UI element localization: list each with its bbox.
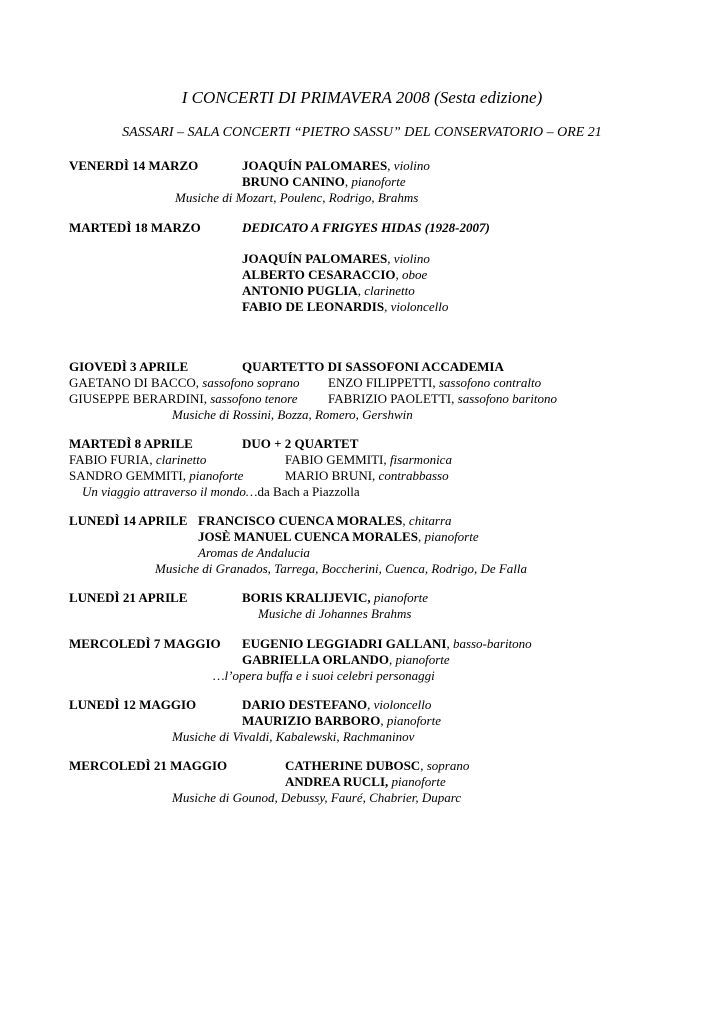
event-program: Musiche di Gounod, Debussy, Fauré, Chabrier, Duparc [172,790,462,805]
performer: ENZO FILIPPETTI, sassofono contralto [328,375,542,390]
performer: GIUSEPPE BERARDINI, sassofono tenore [69,391,298,406]
performer: FABIO GEMMITI, fisarmonica [285,452,452,467]
page-title: I CONCERTI DI PRIMAVERA 2008 (Sesta edizione) [181,88,543,107]
performer: BRUNO CANINO, pianoforte [242,174,406,189]
ensemble-name: QUARTETTO DI SASSOFONI ACCADEMIA [242,359,504,374]
performer: ALBERTO CESARACCIO, oboe [242,267,428,282]
event-program: Musiche di Vivaldi, Kabalewski, Rachmaninov [172,729,415,744]
performer: ANDREA RUCLI, pianoforte [285,774,446,789]
event-program: Musiche di Rossini, Bozza, Romero, Gershwin [172,407,413,422]
event-date: VENERDÌ 14 MARZO [69,158,199,173]
performer: GAETANO DI BACCO, sassofono soprano [69,375,300,390]
performer: GABRIELLA ORLANDO, pianoforte [242,652,450,667]
performer: JOAQUÍN PALOMARES, violino [242,251,430,266]
performer: CATHERINE DUBOSC, soprano [285,758,470,773]
event-program: Musiche di Johannes Brahms [258,606,412,621]
event-date: MARTEDÌ 8 APRILE [69,436,193,451]
venue-line: SASSARI – SALA CONCERTI “PIETRO SASSU” DEL CONSERVATORIO – ORE 21 [122,125,602,140]
performer: MARIO BRUNI, contrabbasso [285,468,449,483]
performer: FABRIZIO PAOLETTI, sassofono baritono [328,391,557,406]
event-date: GIOVEDÌ 3 APRILE [69,359,189,374]
performer: JOAQUÍN PALOMARES, violino [242,158,430,173]
performer: FRANCISCO CUENCA MORALES, chitarra [198,513,452,528]
event-subtitle: Aromas de Andalucia [198,545,310,560]
event-date: LUNEDÌ 21 APRILE [69,590,188,605]
performer: FABIO DE LEONARDIS, violoncello [242,299,449,314]
event-dedication: DEDICATO A FRIGYES HIDAS (1928-2007) [242,220,490,235]
performer: EUGENIO LEGGIADRI GALLANI, basso-baritono [242,636,532,651]
event-program: Un viaggio attraverso il mondo…da Bach a Piazzolla [82,484,360,499]
event-date: MARTEDÌ 18 MARZO [69,220,201,235]
performer: BORIS KRALIJEVIC, pianoforte [242,590,429,605]
performer: DARIO DESTEFANO, violoncello [242,697,432,712]
event-date: MERCOLEDÌ 21 MAGGIO [69,758,228,773]
event-date: LUNEDÌ 14 APRILE [69,513,188,528]
ensemble-name: DUO + 2 QUARTET [242,436,359,451]
event-date: LUNEDÌ 12 MAGGIO [69,697,197,712]
performer: SANDRO GEMMITI, pianoforte [69,468,244,483]
event-program: Musiche di Mozart, Poulenc, Rodrigo, Brahms [175,190,419,205]
performer: ANTONIO PUGLIA, clarinetto [242,283,415,298]
performer: JOSÈ MANUEL CUENCA MORALES, pianoforte [198,529,479,544]
performer: MAURIZIO BARBORO, pianoforte [242,713,441,728]
event-program: …l’opera buffa e i suoi celebri personaggi [213,668,435,683]
event-date: MERCOLEDÌ 7 MAGGIO [69,636,221,651]
performer: FABIO FURIA, clarinetto [69,452,207,467]
event-program: Musiche di Granados, Tarrega, Boccherini, Cuenca, Rodrigo, De Falla [155,561,528,576]
